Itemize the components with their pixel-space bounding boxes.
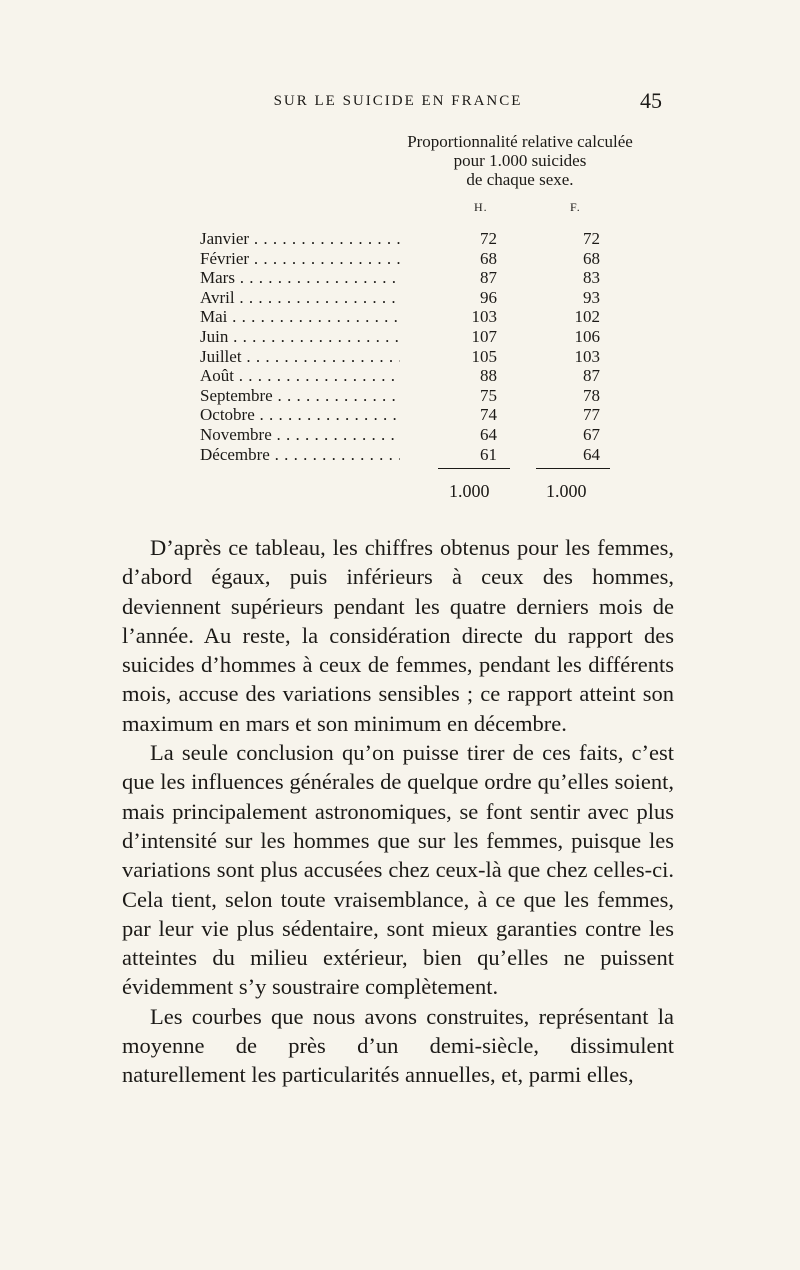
value-hommes: 74 bbox=[480, 405, 497, 425]
value-femmes: 67 bbox=[583, 424, 600, 444]
body-text bbox=[122, 533, 674, 1090]
total-rule-hommes bbox=[438, 468, 510, 469]
month-label: Mai . . . bbox=[200, 307, 400, 327]
month-label: Avril . . . bbox=[200, 288, 400, 308]
value-femmes: 83 bbox=[583, 268, 600, 288]
value-hommes: 88 bbox=[480, 366, 497, 386]
value-femmes: 77 bbox=[583, 405, 600, 425]
table-row bbox=[200, 327, 620, 347]
table-row bbox=[200, 445, 620, 465]
table-row bbox=[200, 366, 620, 386]
value-femmes: 72 bbox=[583, 229, 600, 248]
month-label: Juin . . . bbox=[200, 327, 400, 347]
table-row bbox=[200, 425, 620, 445]
caption-line: de chaque sexe. bbox=[466, 170, 574, 189]
table-caption bbox=[370, 132, 670, 189]
value-hommes: 96 bbox=[480, 287, 497, 307]
paragraph: D’après ce tableau, les chiffres obtenus pour les femmes, d’abord égaux, puis inférieurs à ceux des hommes, deviennent supérieurs pendant les quatre derniers mois de l’année. Au reste, la considération directe du rapport des suicides d’hommes à ceux de femmes, pendant les différents mois, accuse des variations sensibles ; ce rapport atteint son maximum en mars et son minimum en décembre. bbox=[122, 535, 674, 736]
paragraph: La seule conclusion qu’on puisse tirer de ces faits, c’est que les influences générales de quelque ordre qu’elles soient, mais principalement astronomiques, se font sentir avec plus d’intensité sur les hommes que sur les femmes, puisque les variations sont plus accusées chez ceux-là que chez celles-ci. Cela tient, selon toute vraisemblance, à ce que les femmes, par leur vie plus sédentaire, sont mieux garanties contre les atteintes du milieu extérieur, bien qu’elles ne puissent évidemment s’y soustraire complètement. bbox=[122, 740, 674, 1000]
month-label: Août . . . bbox=[200, 366, 400, 386]
month-label: Décembre . . . bbox=[200, 445, 400, 465]
value-hommes: 68 bbox=[480, 248, 497, 268]
table-row bbox=[200, 229, 620, 249]
month-label: Mars . . . bbox=[200, 268, 400, 288]
month-label: Novembre . . . bbox=[200, 425, 400, 445]
caption-line: Proportionnalité relative calculée bbox=[407, 132, 633, 151]
caption-line: pour 1.000 suicides bbox=[453, 151, 587, 170]
value-femmes: 102 bbox=[574, 307, 600, 327]
total-hommes: 1.000 bbox=[449, 481, 490, 501]
table-row bbox=[200, 249, 620, 269]
month-label: Janvier . . . bbox=[200, 229, 400, 249]
value-hommes: 61 bbox=[480, 444, 497, 464]
value-hommes: 72 bbox=[480, 229, 497, 248]
value-hommes: 103 bbox=[471, 307, 497, 327]
table-row bbox=[200, 268, 620, 288]
table-row bbox=[200, 288, 620, 308]
column-header-hommes: H. bbox=[474, 200, 488, 214]
month-label: Juillet . . . bbox=[200, 347, 400, 367]
value-femmes: 103 bbox=[574, 346, 600, 366]
value-femmes: 64 bbox=[583, 444, 600, 464]
value-femmes: 106 bbox=[574, 326, 600, 346]
value-hommes: 87 bbox=[480, 268, 497, 288]
column-header-femmes: F. bbox=[570, 200, 581, 214]
value-hommes: 107 bbox=[471, 326, 497, 346]
value-femmes: 78 bbox=[583, 385, 600, 405]
total-rule-femmes bbox=[536, 468, 610, 469]
month-label: Février . . . bbox=[200, 249, 400, 269]
table-row bbox=[200, 405, 620, 425]
value-femmes: 68 bbox=[583, 248, 600, 268]
month-label: Septembre . . . bbox=[200, 386, 400, 406]
value-hommes: 64 bbox=[480, 424, 497, 444]
page-number: 45 bbox=[640, 88, 662, 113]
table-row bbox=[200, 307, 620, 327]
table-row bbox=[200, 347, 620, 367]
value-hommes: 105 bbox=[471, 346, 497, 366]
total-femmes: 1.000 bbox=[546, 481, 587, 501]
value-femmes: 87 bbox=[583, 366, 600, 386]
paragraph: Les courbes que nous avons construites, représentant la moyenne de près d’un demi-siècle, dissimulent naturellement les particularités annuelles, et, parmi elles, bbox=[122, 1003, 674, 1088]
value-femmes: 93 bbox=[583, 287, 600, 307]
monthly-suicide-table bbox=[200, 229, 620, 464]
month-label: Octobre . . . bbox=[200, 405, 400, 425]
table-row bbox=[200, 386, 620, 406]
value-hommes: 75 bbox=[480, 385, 497, 405]
running-head: SUR LE SUICIDE EN FRANCE bbox=[273, 93, 523, 109]
